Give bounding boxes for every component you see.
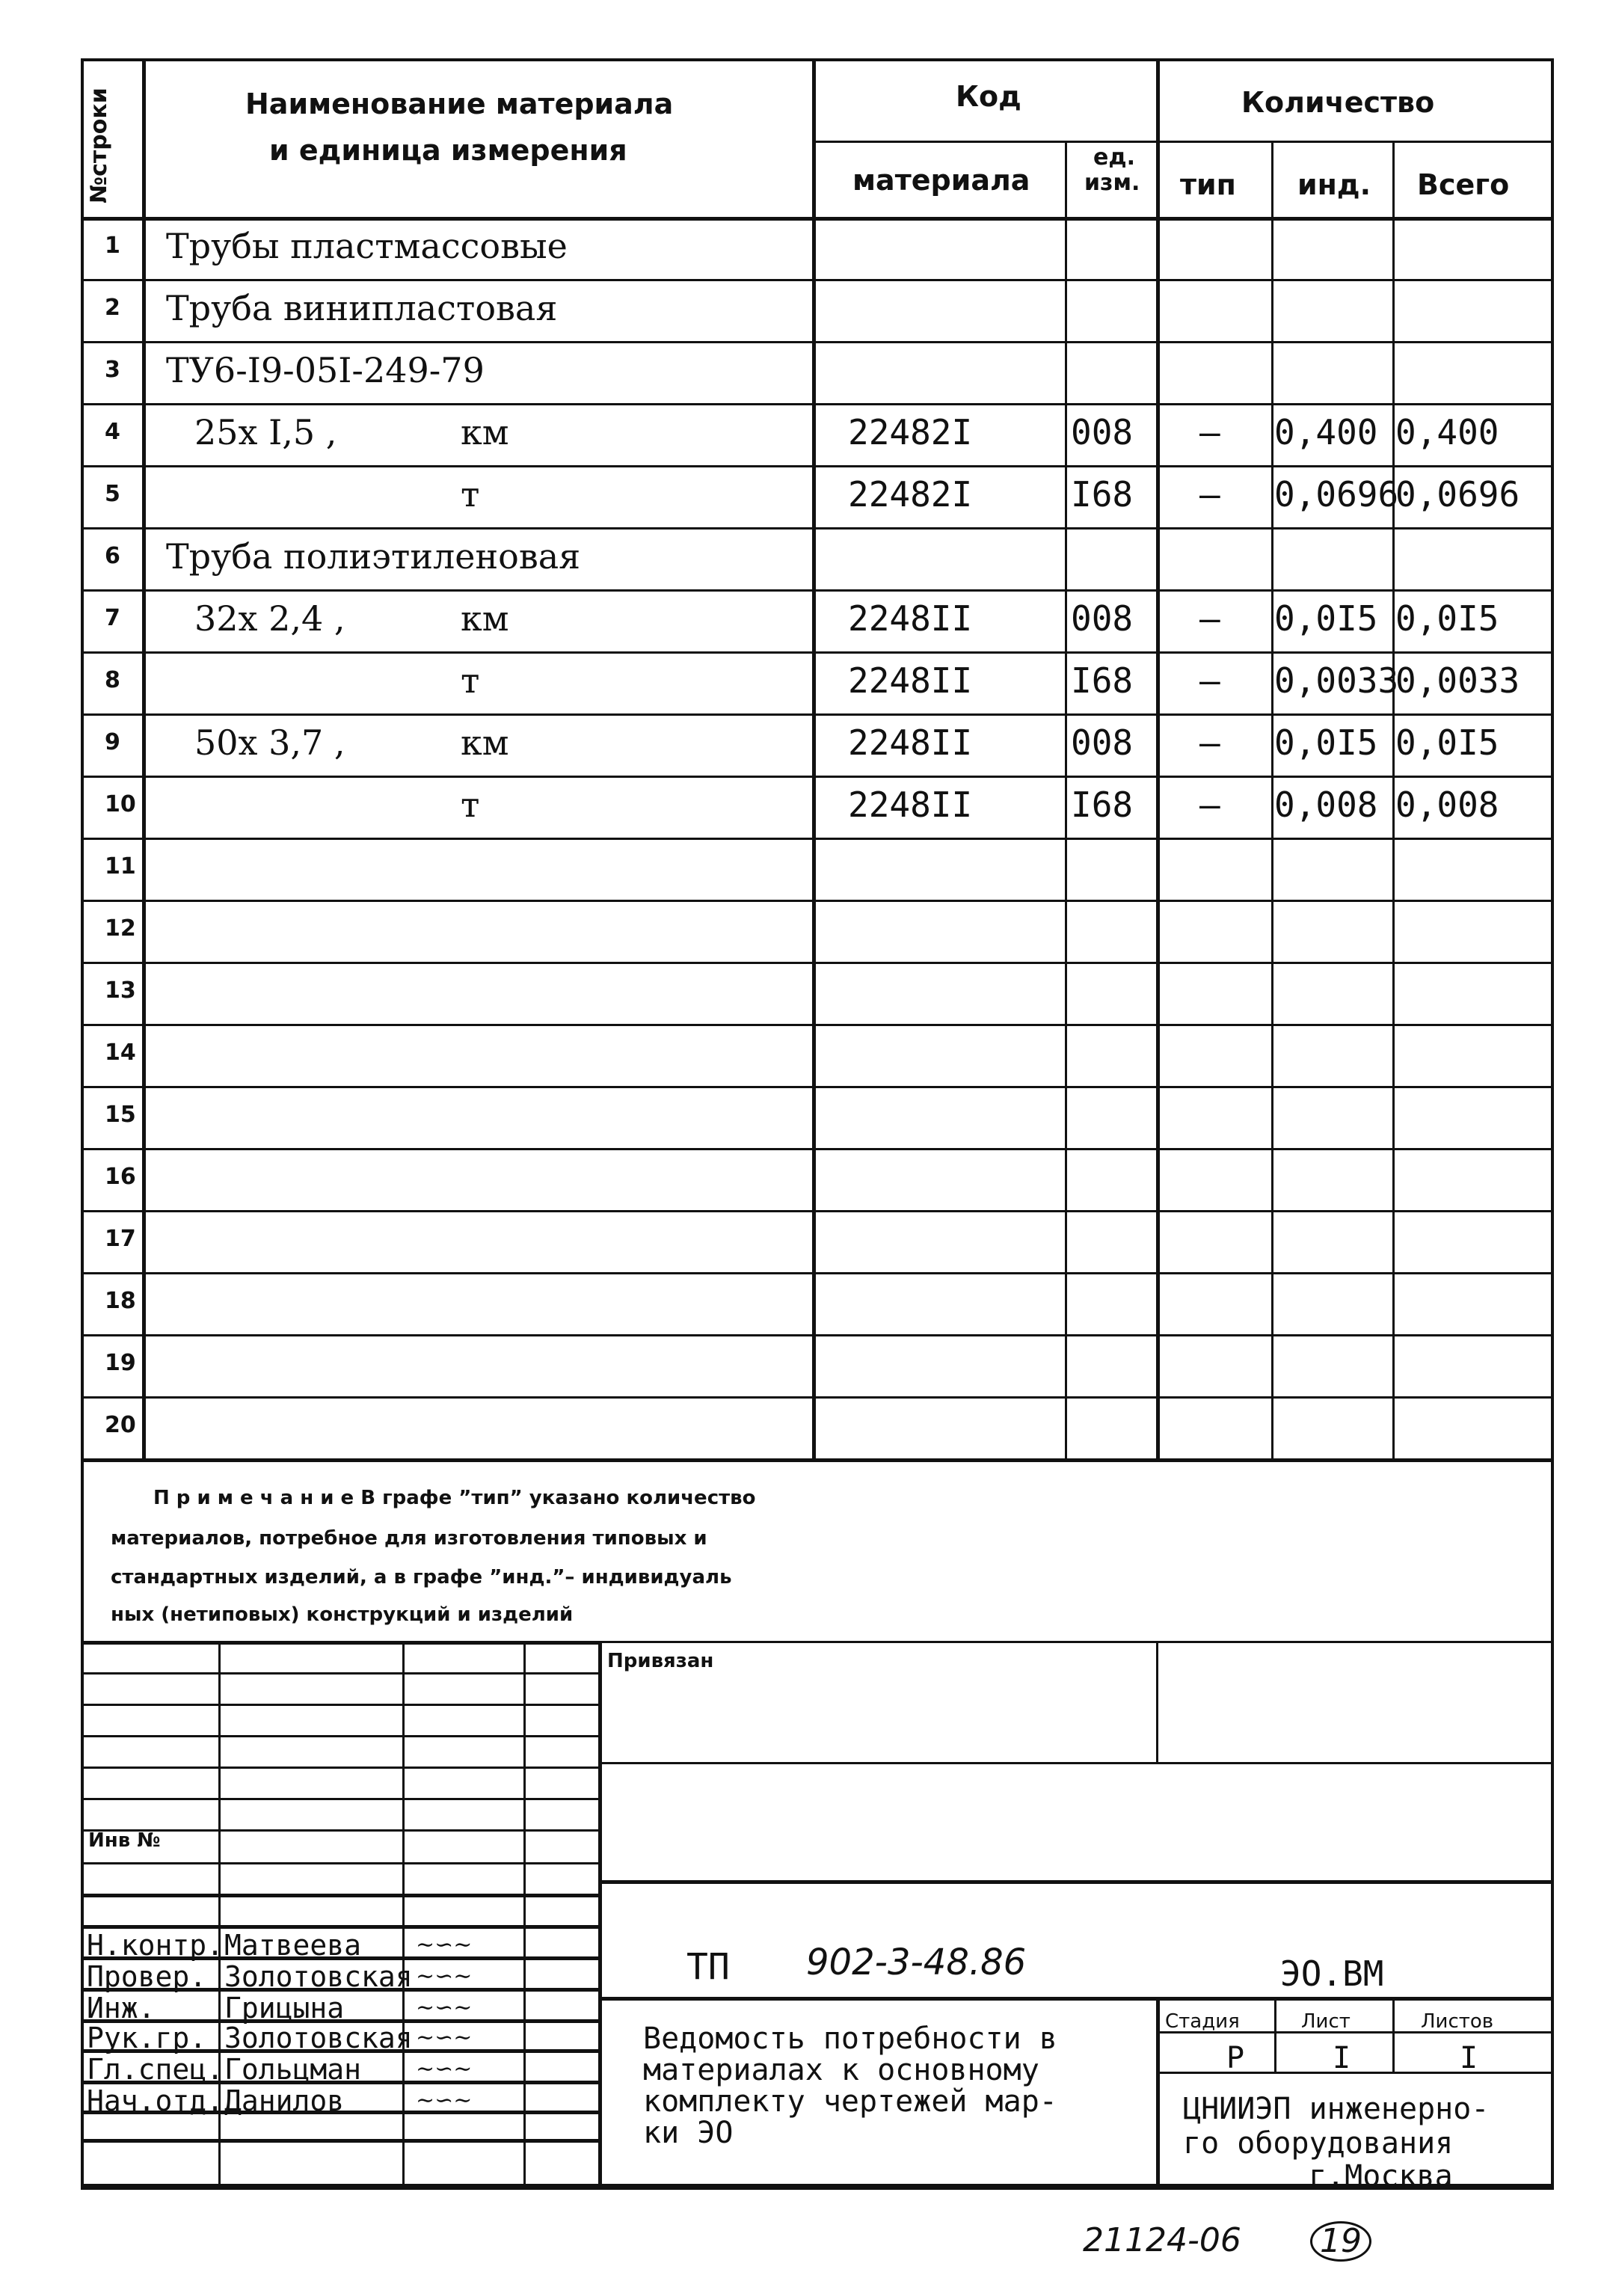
- row-number: 9: [105, 729, 120, 755]
- project-prefix: ТП: [686, 1946, 730, 1988]
- stage-value: Р: [1226, 2041, 1245, 2075]
- row-line: [82, 589, 1552, 592]
- row-number: 6: [105, 543, 120, 569]
- stamp-line: [82, 1704, 598, 1706]
- material-code: 2248II: [848, 785, 973, 825]
- signature-name: Гольцман: [224, 2053, 362, 2086]
- type-quantity: –: [1199, 722, 1220, 763]
- signature-name: Матвеева: [224, 1929, 362, 1962]
- type-quantity: –: [1199, 785, 1220, 825]
- material-name: 25х I,5 ,: [194, 412, 337, 452]
- row-number: 11: [105, 853, 136, 880]
- grid-line: [1156, 1641, 1158, 1762]
- row-line: [82, 527, 1552, 530]
- row-line: [82, 838, 1552, 840]
- row-number: 20: [105, 1412, 136, 1438]
- row-line: [82, 1458, 1552, 1462]
- stage-label: Стадия: [1165, 2010, 1240, 2033]
- note-line4: ных (нетиповых) конструкций и изделий: [111, 1603, 574, 1626]
- material-name: Труба винипластовая: [166, 288, 558, 328]
- unit-code: I68: [1071, 474, 1134, 515]
- archive-number: 21124-06: [1083, 2221, 1241, 2259]
- row-number-header: №строки: [86, 88, 112, 203]
- document-title-line3: комплекту чертежей мар-: [643, 2084, 1057, 2119]
- unit-name: км: [461, 722, 509, 763]
- signature-name: Грицына: [224, 1992, 345, 2025]
- grid-line: [812, 60, 816, 1458]
- row-number: 4: [105, 419, 120, 445]
- type-header: тип: [1180, 168, 1236, 201]
- row-number: 17: [105, 1226, 136, 1252]
- sheet-label: Лист: [1301, 2010, 1351, 2033]
- grid-line: [402, 1641, 405, 2184]
- individual-quantity: 0,0I5: [1274, 598, 1378, 639]
- unit-header-line1: ед.: [1093, 144, 1135, 171]
- inventory-number-label: Инв №: [88, 1829, 161, 1852]
- unit-code: I68: [1071, 785, 1134, 825]
- signature-role: Н.контр.: [87, 1929, 224, 1962]
- organization-line1: ЦНИИЭП инженерно-: [1183, 2092, 1490, 2126]
- document-title-line4: ки ЭО: [643, 2116, 734, 2150]
- row-line: [82, 776, 1552, 778]
- stamp-line: [82, 1672, 598, 1675]
- type-quantity: –: [1199, 598, 1220, 639]
- unit-code: 008: [1071, 598, 1134, 639]
- unit-name: т: [461, 474, 480, 515]
- material-code: 22482I: [848, 412, 973, 452]
- name-header-line1: Наименование материала: [245, 88, 674, 120]
- stamp-line: [82, 1862, 598, 1864]
- row-number: 8: [105, 667, 120, 693]
- grid-line: [1156, 2072, 1552, 2074]
- row-number: 1: [105, 233, 120, 259]
- individual-quantity: 0,0696: [1274, 474, 1399, 515]
- grid-line: [1156, 1997, 1160, 2184]
- grid-line: [1065, 141, 1067, 1458]
- type-quantity: –: [1199, 474, 1220, 515]
- row-number: 19: [105, 1350, 136, 1376]
- handwritten-signature: ∼∽∼: [416, 2087, 473, 2114]
- signature-name: Золотовская: [224, 1960, 413, 1993]
- row-line: [82, 1272, 1552, 1274]
- note-line3: стандартных изделий, а в графе ˮинд.ˮ– индивидуаль: [111, 1566, 732, 1589]
- row-line: [82, 1148, 1552, 1150]
- type-quantity: –: [1199, 412, 1220, 452]
- row-number: 18: [105, 1288, 136, 1314]
- row-line: [82, 341, 1552, 343]
- material-code: 2248II: [848, 598, 973, 639]
- individual-quantity: 0,0I5: [1274, 722, 1378, 763]
- grid-line: [598, 1641, 602, 2184]
- individual-quantity: 0,0033: [1274, 660, 1399, 701]
- row-line: [82, 1086, 1552, 1088]
- material-name: ТУ6-I9-05I-249-79: [166, 350, 485, 390]
- document-title-line1: Ведомость потребности в: [643, 2022, 1057, 2056]
- note-line2: материалов, потребное для изготовления типовых и: [111, 1527, 707, 1550]
- code-header: Код: [956, 80, 1021, 113]
- project-number: 902-3-48.86: [806, 1942, 1027, 1983]
- row-number: 5: [105, 481, 120, 507]
- material-name: Труба полиэтиленовая: [166, 536, 581, 577]
- signature-name: Данилов: [224, 2084, 345, 2117]
- row-line: [82, 1396, 1552, 1399]
- signature-role: Инж.: [87, 1992, 156, 2025]
- grid-line: [1274, 1997, 1276, 2072]
- grid-line: [1392, 1997, 1395, 2072]
- signature-role: Нач.отд.: [87, 2084, 224, 2117]
- sheet-value: I: [1333, 2041, 1351, 2075]
- unit-header-line2: изм.: [1084, 170, 1140, 196]
- stamp-line: [82, 1735, 598, 1737]
- grid-line: [523, 1641, 526, 2184]
- total-quantity: 0,0033: [1395, 660, 1520, 701]
- grid-line: [598, 1997, 1552, 2001]
- stamp-line: [82, 1894, 598, 1897]
- total-quantity: 0,0696: [1395, 474, 1520, 515]
- bound-label: Привязан: [607, 1650, 714, 1672]
- row-line: [82, 1024, 1552, 1026]
- handwritten-signature: ∼∽∼: [416, 1932, 473, 1958]
- unit-code: 008: [1071, 412, 1134, 452]
- row-number: 7: [105, 605, 120, 631]
- signature-role: Рук.гр.: [87, 2022, 207, 2054]
- organization-line2: го оборудования: [1183, 2126, 1454, 2161]
- grid-line: [812, 141, 1552, 143]
- row-number: 15: [105, 1102, 136, 1128]
- row-number: 2: [105, 295, 120, 321]
- row-line: [82, 713, 1552, 716]
- handwritten-signature: ∼∽∼: [416, 1963, 473, 1989]
- row-number: 12: [105, 915, 136, 942]
- material-header: материала: [852, 164, 1030, 197]
- unit-name: км: [461, 598, 509, 639]
- row-line: [82, 651, 1552, 654]
- name-header-line2: и единица измерения: [269, 134, 627, 167]
- row-line: [82, 962, 1552, 964]
- signature-role: Провер.: [87, 1960, 207, 1993]
- note-line1: П р и м е ч а н и е В графе ˮтипˮ указано количество: [153, 1487, 756, 1509]
- grid-line: [1271, 141, 1273, 1458]
- stamp-line: [82, 1641, 598, 1645]
- grid-line: [598, 1762, 1552, 1764]
- quantity-header: Количество: [1241, 86, 1435, 119]
- grid-line: [598, 1880, 1552, 1884]
- material-name: Трубы пластмассовые: [166, 226, 568, 266]
- grid-line: [82, 217, 1552, 221]
- organization-line3: г.Москва: [1309, 2159, 1453, 2194]
- row-number: 14: [105, 1040, 136, 1066]
- signature-name: Золотовская: [224, 2022, 413, 2054]
- unit-code: I68: [1071, 660, 1134, 701]
- grid-line: [1156, 60, 1160, 1458]
- document-title-line2: материалах к основному: [643, 2053, 1039, 2087]
- row-number: 13: [105, 977, 136, 1004]
- material-code: 2248II: [848, 722, 973, 763]
- material-name: 32х 2,4 ,: [194, 598, 345, 639]
- row-line: [82, 1334, 1552, 1336]
- type-quantity: –: [1199, 660, 1220, 701]
- stamp-line: [82, 1766, 598, 1769]
- stamp-line: [82, 2139, 598, 2143]
- row-line: [82, 465, 1552, 467]
- unit-name: т: [461, 785, 480, 825]
- unit-name: км: [461, 412, 509, 452]
- unit-name: т: [461, 660, 480, 701]
- sheets-label: Листов: [1421, 2010, 1494, 2033]
- stamp-line: [82, 1798, 598, 1800]
- row-number: 10: [105, 791, 136, 817]
- handwritten-signature: ∼∽∼: [416, 1995, 473, 2021]
- row-number: 3: [105, 357, 120, 383]
- individual-quantity: 0,008: [1274, 785, 1378, 825]
- row-line: [82, 403, 1552, 405]
- ind-header: инд.: [1297, 168, 1371, 201]
- total-quantity: 0,0I5: [1395, 722, 1499, 763]
- material-code: 2248II: [848, 660, 973, 701]
- total-quantity: 0,0I5: [1395, 598, 1499, 639]
- handwritten-signature: ∼∽∼: [416, 2025, 473, 2051]
- row-line: [82, 900, 1552, 902]
- grid-line: [1392, 141, 1395, 1458]
- total-quantity: 0,400: [1395, 412, 1499, 452]
- document-mark: ЭО.ВМ: [1280, 1953, 1384, 1994]
- grid-line: [142, 60, 146, 1458]
- sheets-value: I: [1460, 2041, 1478, 2075]
- material-code: 22482I: [848, 474, 973, 515]
- individual-quantity: 0,400: [1274, 412, 1378, 452]
- row-line: [82, 1210, 1552, 1212]
- material-name: 50х 3,7 ,: [194, 722, 345, 763]
- handwritten-signature: ∼∽∼: [416, 2056, 473, 2082]
- total-header: Всего: [1417, 168, 1510, 201]
- total-quantity: 0,008: [1395, 785, 1499, 825]
- row-line: [82, 279, 1552, 281]
- row-number: 16: [105, 1164, 136, 1190]
- unit-code: 008: [1071, 722, 1134, 763]
- signature-role: Гл.спец.: [87, 2053, 224, 2086]
- page-number: 19: [1310, 2221, 1371, 2262]
